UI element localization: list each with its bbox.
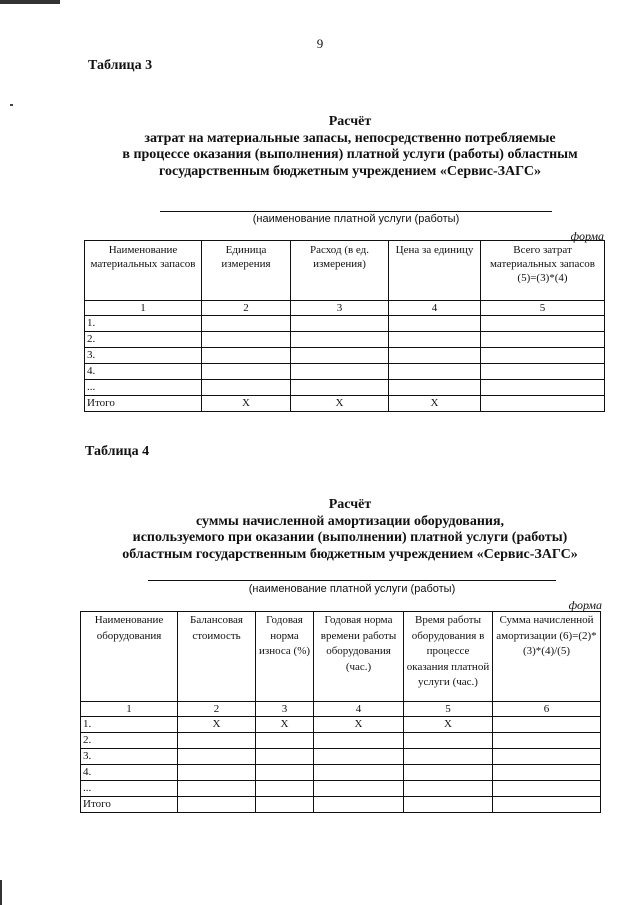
table-cell bbox=[493, 749, 601, 765]
table-cell bbox=[493, 781, 601, 797]
service-name-line bbox=[160, 211, 552, 212]
equipment-depreciation-table bbox=[80, 611, 601, 813]
column-header: Цена за единицу bbox=[389, 241, 481, 301]
table-cell bbox=[291, 380, 389, 396]
page-number: 9 bbox=[316, 36, 324, 51]
scan-edge-mark bbox=[0, 880, 2, 905]
table-cell bbox=[291, 316, 389, 332]
table-cell bbox=[404, 781, 493, 797]
table-cell bbox=[404, 765, 493, 781]
table-cell: Х bbox=[256, 717, 314, 733]
table-header-row bbox=[81, 612, 601, 702]
table-cell bbox=[202, 380, 291, 396]
table-cell: ... bbox=[81, 781, 178, 797]
total-label: Итого bbox=[85, 396, 202, 412]
table-cell bbox=[202, 364, 291, 380]
table-cell: 4. bbox=[85, 364, 202, 380]
column-number: 1 bbox=[81, 702, 178, 717]
table-cell bbox=[493, 733, 601, 749]
table-cell: 1. bbox=[81, 717, 178, 733]
table-cell bbox=[481, 364, 605, 380]
material-costs-table bbox=[84, 240, 605, 412]
column-number: 1 bbox=[85, 301, 202, 316]
column-header: Время работы оборудования в процессе оказания платной услуги (час.) bbox=[404, 612, 493, 702]
table-cell: Х bbox=[291, 396, 389, 412]
column-number: 5 bbox=[404, 702, 493, 717]
table-cell bbox=[481, 380, 605, 396]
table3-title-line: государственным бюджетным учреждением «Сервис-ЗАГС» bbox=[159, 163, 541, 179]
table-cell bbox=[314, 781, 404, 797]
table-cell bbox=[389, 364, 481, 380]
scan-edge-mark bbox=[0, 0, 60, 4]
column-number: 6 bbox=[493, 702, 601, 717]
table-cell: Х bbox=[404, 717, 493, 733]
column-number: 2 bbox=[202, 301, 291, 316]
table-row bbox=[81, 765, 601, 781]
column-number: 2 bbox=[178, 702, 256, 717]
column-number: 3 bbox=[256, 702, 314, 717]
table4-title-line: областным государственным бюджетным учреждением «Сервис-ЗАГС» bbox=[122, 546, 578, 562]
table-cell bbox=[291, 348, 389, 364]
column-number: 3 bbox=[291, 301, 389, 316]
table-cell: 4. bbox=[81, 765, 178, 781]
table3-title-line: Расчёт bbox=[328, 114, 372, 129]
table4-title bbox=[60, 497, 640, 563]
table-cell bbox=[256, 781, 314, 797]
table-cell bbox=[314, 797, 404, 813]
table-cell bbox=[314, 733, 404, 749]
table-row bbox=[85, 380, 605, 396]
table4-label: Таблица 4 bbox=[85, 444, 150, 459]
table-row bbox=[85, 316, 605, 332]
table-cell bbox=[256, 765, 314, 781]
table-cell: Х bbox=[389, 396, 481, 412]
table4-title-line: Расчёт bbox=[328, 497, 372, 512]
table-row bbox=[85, 364, 605, 380]
column-header: Наименование материальных запасов bbox=[85, 241, 202, 301]
table4-title-line: используемого при оказании (выполнении) платной услуги (работы) bbox=[132, 530, 568, 545]
column-number: 5 bbox=[481, 301, 605, 316]
table-cell: 3. bbox=[81, 749, 178, 765]
table-cell bbox=[481, 348, 605, 364]
column-number-row bbox=[85, 301, 605, 316]
column-header: Наименование оборудования bbox=[81, 612, 178, 702]
table-cell bbox=[178, 749, 256, 765]
table-row bbox=[85, 332, 605, 348]
table-cell bbox=[256, 733, 314, 749]
table-row bbox=[81, 749, 601, 765]
service-name-line bbox=[148, 580, 556, 581]
table-cell bbox=[481, 396, 605, 412]
table-cell bbox=[178, 733, 256, 749]
column-header: Сумма начисленной амортизации (6)=(2)*(3)*(4)/(5) bbox=[493, 612, 601, 702]
table-cell: ... bbox=[85, 380, 202, 396]
table3-title-line: затрат на материальные запасы, непосредственно потребляемые bbox=[144, 130, 556, 146]
table3-title bbox=[60, 114, 640, 180]
service-name-caption: (наименование платной услуги (работы) bbox=[252, 213, 460, 225]
table-row bbox=[81, 717, 601, 733]
table-row bbox=[85, 348, 605, 364]
total-row bbox=[85, 396, 605, 412]
table-cell bbox=[314, 765, 404, 781]
column-header: Всего затрат материальных запасов (5)=(3)*(4) bbox=[481, 241, 605, 301]
table-cell bbox=[493, 797, 601, 813]
table-cell bbox=[256, 797, 314, 813]
table-cell: Х bbox=[202, 396, 291, 412]
table-cell: Х bbox=[178, 717, 256, 733]
table-header-row bbox=[85, 241, 605, 301]
table-cell: Х bbox=[314, 717, 404, 733]
total-row bbox=[81, 797, 601, 813]
column-header: Расход (в ед. измерения) bbox=[291, 241, 389, 301]
table-cell: 3. bbox=[85, 348, 202, 364]
table3-label: Таблица 3 bbox=[88, 58, 153, 73]
table-cell bbox=[202, 332, 291, 348]
table-cell bbox=[291, 364, 389, 380]
total-label: Итого bbox=[81, 797, 178, 813]
service-name-caption: (наименование платной услуги (работы) bbox=[248, 583, 456, 595]
table-cell bbox=[178, 781, 256, 797]
table-cell bbox=[389, 316, 481, 332]
table-cell bbox=[314, 749, 404, 765]
table-cell: 2. bbox=[85, 332, 202, 348]
column-number: 4 bbox=[314, 702, 404, 717]
table3-title-line: в процессе оказания (выполнения) платной услуги (работы) областным bbox=[122, 147, 578, 162]
table-cell bbox=[202, 348, 291, 364]
table-cell bbox=[493, 717, 601, 733]
table-cell bbox=[178, 765, 256, 781]
column-header: Балансовая стоимость bbox=[178, 612, 256, 702]
table-row bbox=[81, 733, 601, 749]
table-cell bbox=[202, 316, 291, 332]
column-header: Годовая норма времени работы оборудования (час.) bbox=[314, 612, 404, 702]
table-cell bbox=[404, 749, 493, 765]
table-cell bbox=[389, 348, 481, 364]
column-number-row bbox=[81, 702, 601, 717]
table-cell bbox=[256, 749, 314, 765]
table4-title-line: суммы начисленной амортизации оборудования, bbox=[195, 513, 505, 529]
table-cell: 1. bbox=[85, 316, 202, 332]
table-cell bbox=[404, 733, 493, 749]
table-cell bbox=[404, 797, 493, 813]
form-label: форма bbox=[570, 229, 604, 243]
table-cell bbox=[291, 332, 389, 348]
table-cell: 2. bbox=[81, 733, 178, 749]
table-cell bbox=[493, 765, 601, 781]
table-cell bbox=[481, 332, 605, 348]
table-row bbox=[81, 781, 601, 797]
table-cell bbox=[178, 797, 256, 813]
column-number: 4 bbox=[389, 301, 481, 316]
column-header: Годовая норма износа (%) bbox=[256, 612, 314, 702]
table-cell bbox=[481, 316, 605, 332]
table-cell bbox=[389, 380, 481, 396]
table-cell bbox=[389, 332, 481, 348]
scan-speck bbox=[10, 104, 13, 106]
form-label: форма bbox=[568, 598, 602, 612]
column-header: Единица измерения bbox=[202, 241, 291, 301]
